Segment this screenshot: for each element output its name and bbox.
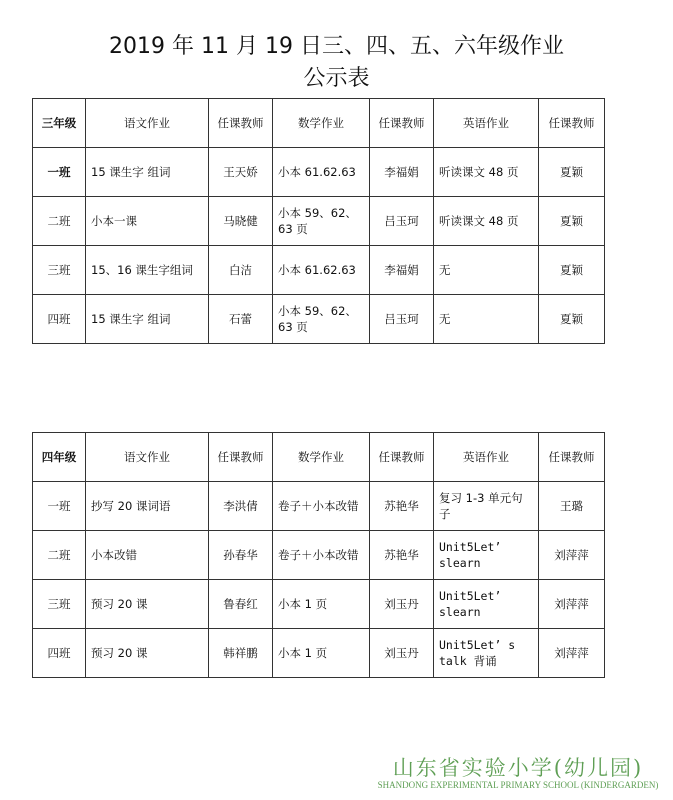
table-row	[33, 629, 605, 678]
header-english-homework: 英语作业	[434, 433, 539, 482]
chinese-homework: 15、16 课生字组词	[86, 246, 209, 295]
english-homework: 无	[434, 295, 539, 344]
math-teacher: 吕玉珂	[370, 295, 434, 344]
english-teacher: 刘萍萍	[539, 531, 605, 580]
math-homework: 小本 1 页	[273, 629, 370, 678]
class-name: 一班	[33, 148, 86, 197]
class-name: 四班	[33, 629, 86, 678]
page-title: 2019 年 11 月 19 日三、四、五、六年级作业	[109, 34, 564, 59]
class-name: 三班	[33, 246, 86, 295]
class-name: 一班	[33, 482, 86, 531]
math-homework: 卷子＋小本改错	[273, 531, 370, 580]
english-teacher: 刘萍萍	[539, 580, 605, 629]
header-chinese-homework: 语文作业	[86, 433, 209, 482]
chinese-teacher: 韩祥鹏	[209, 629, 273, 678]
math-teacher: 苏艳华	[370, 531, 434, 580]
math-teacher: 李福娟	[370, 246, 434, 295]
chinese-teacher: 李洪倩	[209, 482, 273, 531]
table-row	[33, 148, 605, 197]
english-homework: Unit5Let’ slearn	[434, 531, 539, 580]
chinese-homework: 15 课生字 组词	[86, 148, 209, 197]
math-homework: 小本 59、62、63 页	[273, 295, 370, 344]
table-row	[33, 482, 605, 531]
grade-label: 三年级	[33, 99, 86, 148]
class-name: 三班	[33, 580, 86, 629]
english-teacher: 夏颖	[539, 246, 605, 295]
header-chinese-homework: 语文作业	[86, 99, 209, 148]
header-teacher: 任课教师	[209, 433, 273, 482]
table-header-row	[33, 433, 605, 482]
header-math-homework: 数学作业	[273, 433, 370, 482]
header-english-homework: 英语作业	[434, 99, 539, 148]
math-teacher: 苏艳华	[370, 482, 434, 531]
chinese-homework: 小本一课	[86, 197, 209, 246]
chinese-teacher: 白洁	[209, 246, 273, 295]
chinese-teacher: 马晓健	[209, 197, 273, 246]
english-homework: Unit5Let’ slearn	[434, 580, 539, 629]
english-homework: Unit5Let’ s talk 背诵	[434, 629, 539, 678]
table-row	[33, 531, 605, 580]
chinese-homework: 预习 20 课	[86, 629, 209, 678]
class-name: 二班	[33, 197, 86, 246]
header-teacher: 任课教师	[539, 433, 605, 482]
class-name: 四班	[33, 295, 86, 344]
table-header-row	[33, 99, 605, 148]
chinese-teacher: 鲁春红	[209, 580, 273, 629]
chinese-homework: 预习 20 课	[86, 580, 209, 629]
english-teacher: 刘萍萍	[539, 629, 605, 678]
math-teacher: 刘玉丹	[370, 629, 434, 678]
header-math-homework: 数学作业	[273, 99, 370, 148]
chinese-homework: 小本改错	[86, 531, 209, 580]
table-row	[33, 246, 605, 295]
chinese-homework: 抄写 20 课词语	[86, 482, 209, 531]
chinese-teacher: 王天娇	[209, 148, 273, 197]
math-homework: 卷子＋小本改错	[273, 482, 370, 531]
english-homework: 无	[434, 246, 539, 295]
header-teacher: 任课教师	[209, 99, 273, 148]
grade-3-homework-table	[32, 98, 605, 344]
english-homework: 复习 1-3 单元句子	[434, 482, 539, 531]
chinese-teacher: 石蕾	[209, 295, 273, 344]
english-teacher: 夏颖	[539, 197, 605, 246]
school-logo-english: SHANDONG EXPERIMENTAL PRIMARY SCHOOL (KINDERGARDEN)	[377, 780, 659, 790]
math-teacher: 刘玉丹	[370, 580, 434, 629]
table-row	[33, 580, 605, 629]
grade-label: 四年级	[33, 433, 86, 482]
math-teacher: 吕玉珂	[370, 197, 434, 246]
table-row	[33, 295, 605, 344]
math-homework: 小本 59、62、63 页	[273, 197, 370, 246]
english-teacher: 夏颖	[539, 148, 605, 197]
header-teacher: 任课教师	[370, 99, 434, 148]
page-subtitle: 公示表	[303, 66, 370, 91]
english-homework: 听读课文 48 页	[434, 148, 539, 197]
class-name: 二班	[33, 531, 86, 580]
math-teacher: 李福娟	[370, 148, 434, 197]
english-teacher: 王璐	[539, 482, 605, 531]
math-homework: 小本 61.62.63	[273, 148, 370, 197]
grade-4-homework-table	[32, 432, 605, 678]
school-logo-chinese: 山东省实验小学(幼儿园)	[392, 756, 644, 780]
header-teacher: 任课教师	[539, 99, 605, 148]
table-row	[33, 197, 605, 246]
chinese-teacher: 孙春华	[209, 531, 273, 580]
chinese-homework: 15 课生字 组词	[86, 295, 209, 344]
math-homework: 小本 61.62.63	[273, 246, 370, 295]
english-teacher: 夏颖	[539, 295, 605, 344]
english-homework: 听读课文 48 页	[434, 197, 539, 246]
math-homework: 小本 1 页	[273, 580, 370, 629]
header-teacher: 任课教师	[370, 433, 434, 482]
